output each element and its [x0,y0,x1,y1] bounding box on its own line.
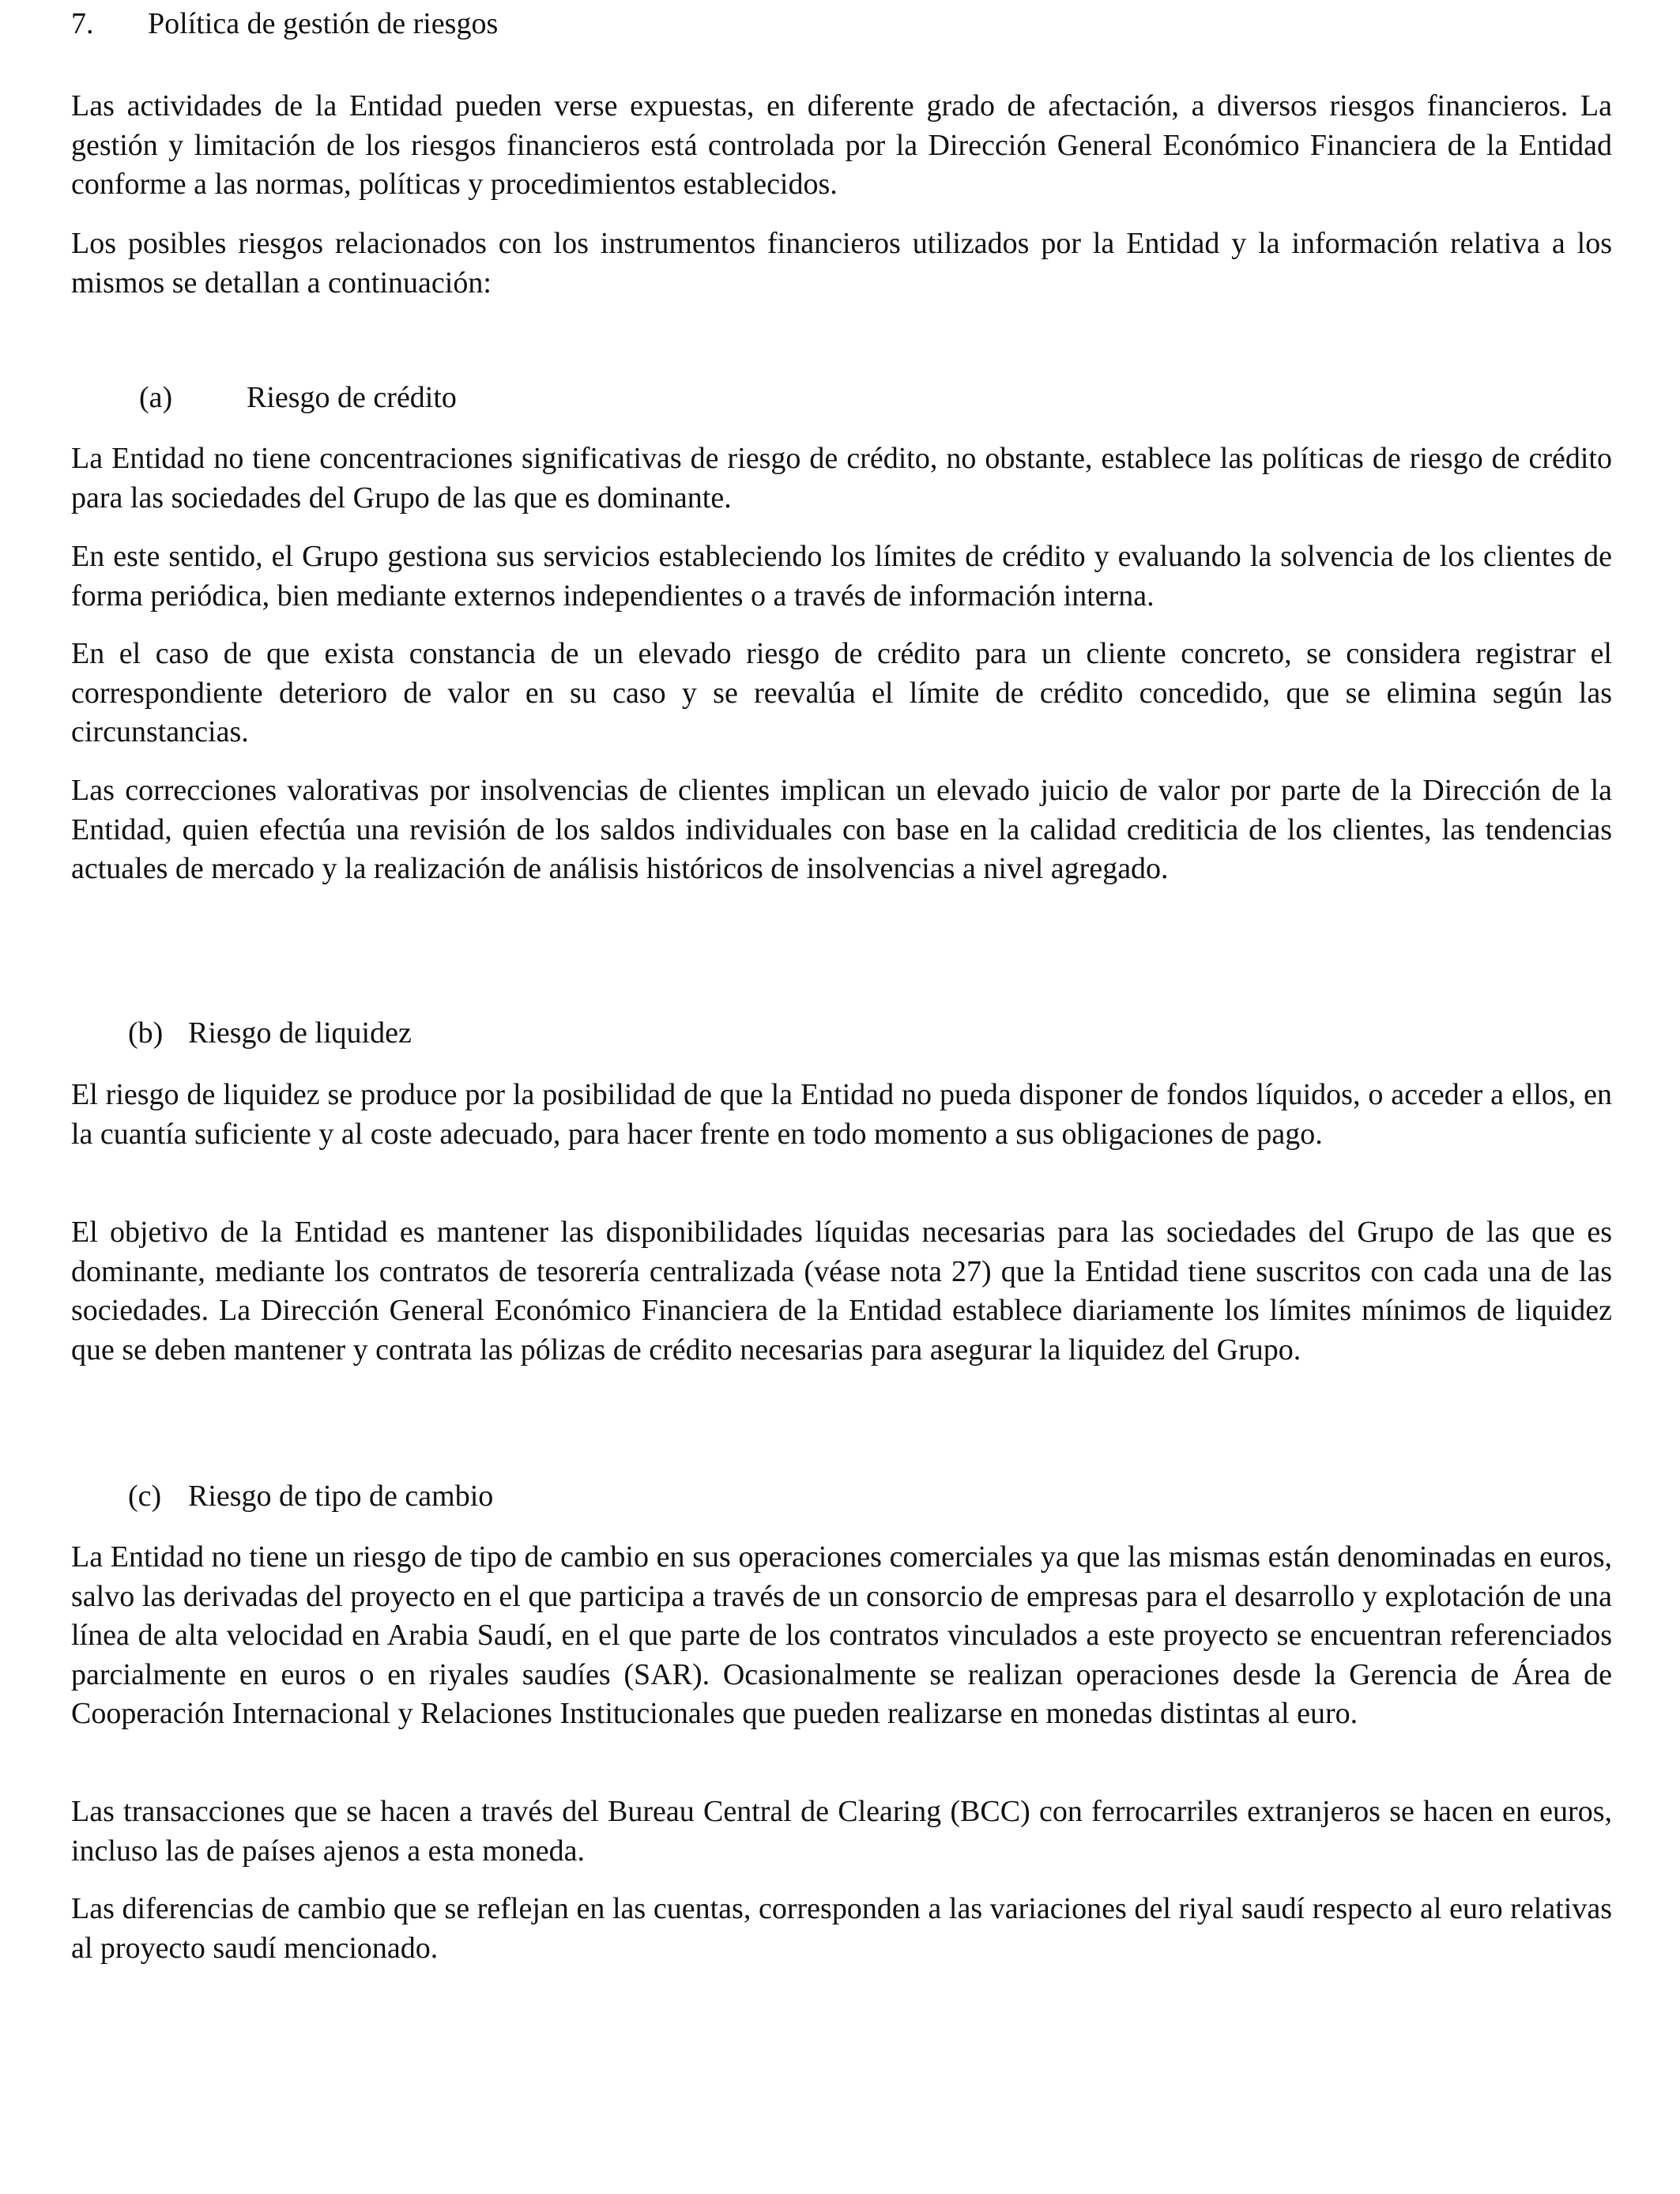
subsection-heading-exchange-risk [128,1476,493,1516]
subsection-letter: (a) [139,381,173,414]
paragraph: La Entidad no tiene concentraciones significativas de riesgo de crédito, no obstante, establece las políticas de riesgo de crédito para las sociedades del Grupo de las que es dominante. [71,442,1612,515]
subsection-title: Riesgo de tipo de cambio [188,1480,494,1513]
section-heading [71,4,498,43]
section-number: 7. [71,7,94,40]
paragraph: Las correcciones valorativas por insolvencias de clientes implican un elevado juicio de valor por parte de la Dirección de la Entidad, quien efectúa una revisión de los saldos individuales con base en la calidad crediticia de los clientes, las tendencias actuales de mercado y la realización de análisis históricos de insolvencias a nivel agregado. [71,774,1612,885]
paragraph: Las diferencias de cambio que se reflejan en las cuentas, corresponden a las variaciones del riyal saudí respecto al euro relativas al proyecto saudí mencionado. [71,1892,1612,1965]
subsection-title: Riesgo de liquidez [188,1016,412,1050]
subsection-title: Riesgo de crédito [247,381,457,414]
paragraph: En este sentido, el Grupo gestiona sus servicios estableciendo los límites de crédito y evaluando la solvencia de los clientes de forma periódica, bien mediante externos independientes o a través de información interna. [71,540,1612,613]
paragraph: En el caso de que exista constancia de un elevado riesgo de crédito para un cliente concreto, se considera registrar el correspondiente deterioro de valor en su caso y se reevalúa el límite de crédito concedido, que se elimina según las circunstancias. [71,637,1612,748]
paragraph: Las actividades de la Entidad pueden verse expuestas, en diferente grado de afectación, a diversos riesgos financieros. La gestión y limitación de los riesgos financieros está controlada por la Dirección General Económico Financiera de la Entidad conforme a las normas, políticas y procedimientos establecidos. [71,89,1612,201]
section-title: Política de gestión de riesgos [148,7,499,40]
subsection-heading-credit-risk [139,378,457,417]
paragraph: Los posibles riesgos relacionados con los instrumentos financieros utilizados por la Entidad y la información relativa a los mismos se detallan a continuación: [71,227,1612,300]
subsection-letter: (b) [128,1016,164,1050]
paragraph: Las transacciones que se hacen a través del Bureau Central de Clearing (BCC) con ferrocarriles extranjeros se hacen en euros, incluso las de países ajenos a esta moneda. [71,1795,1612,1868]
subsection-heading-liquidity-risk [128,1013,412,1053]
subsection-letter: (c) [128,1480,162,1513]
paragraph: El riesgo de liquidez se produce por la posibilidad de que la Entidad no pueda disponer de fondos líquidos, o acceder a ellos, en la cuantía suficiente y al coste adecuado, para hacer frente en todo momento a sus obligaciones de pago. [71,1078,1612,1151]
paragraph: La Entidad no tiene un riesgo de tipo de cambio en sus operaciones comerciales ya que las mismas están denominadas en euros, salvo las derivadas del proyecto en el que participa a través de un consorcio de empresas para el desarrollo y explotación de una línea de alta velocidad en Arabia Saudí, en el que parte de los contratos vinculados a este proyecto se encuentran referenciados parcialmente en euros o en riyales saudíes (SAR). Ocasionalmente se realizan operaciones desde la Gerencia de Área de Cooperación Internacional y Relaciones Institucionales que pueden realizarse en monedas distintas al euro. [71,1540,1612,1730]
paragraph: El objetivo de la Entidad es mantener las disponibilidades líquidas necesarias para las sociedades del Grupo de las que es dominante, mediante los contratos de tesorería centralizada (véase nota 27) que la Entidad tiene suscritos con cada una de las sociedades. La Dirección General Económico Financiera de la Entidad establece diariamente los límites mínimos de liquidez que se deben mantener y contrata las pólizas de crédito necesarias para asegurar la liquidez del Grupo. [71,1216,1612,1367]
